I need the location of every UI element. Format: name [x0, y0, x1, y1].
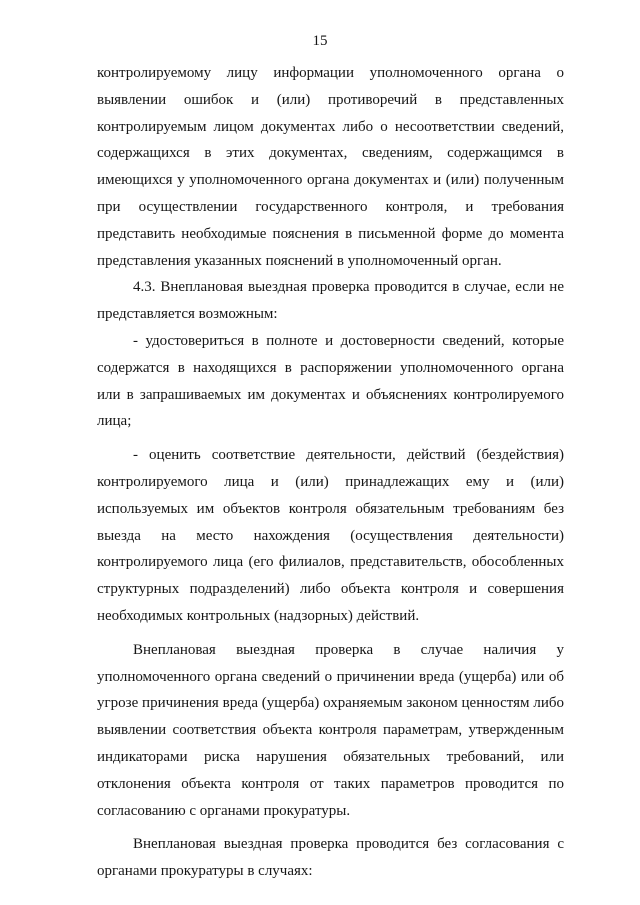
list-item-verify-information: - удостовериться в полноте и достоверности сведений, которые содержатся в находящихся в распоряжении уполномоченного органа или в запрашиваемых им документах и объяснениях контролируемого лица;	[97, 332, 564, 430]
page-number: 15	[312, 33, 328, 49]
document-body	[97, 60, 564, 885]
paragraph-prosecutor-agreement: Внеплановая выездная проверка в случае наличия у уполномоченного органа сведений о причинении вреда (ущерба) или об угрозе причинения вреда (ущерба) охраняемым законом ценностям либо выявлении соответствия объекта контроля параметрам, утвержденным индикаторами риска нарушения обязательных требований, или отклонения объекта контроля от таких параметров проводится по согласованию с органами прокуратуры.	[97, 641, 564, 819]
paragraph-continuation: контролируемому лицу информации уполномоченного органа о выявлении ошибок и (или) противоречий в представленных контролируемым лицом документах либо о несоответствии сведений, содержащихся в этих документах, сведениям, содержащимся в имеющихся у уполномоченного органа документах и (или) полученным при осуществлении государственного контроля, и требования представить необходимые пояснения в письменной форме до момента представления указанных пояснений в уполномоченный орган.	[97, 65, 564, 269]
list-item-assess-compliance: - оценить соответствие деятельности, действий (бездействия) контролируемого лица и (или) принадлежащих ему и (или) используемых им объектов контроля обязательным требованиям без выезда на место нахождения (осуществления деятельности) контролируемого лица (его филиалов, представительств, обособленных структурных подразделений) либо объекта контроля и совершения необходимых контрольных (надзорных) действий.	[97, 447, 564, 624]
paragraph-without-agreement: Внеплановая выездная проверка проводится без согласования с органами прокуратуры в случаях:	[97, 836, 564, 880]
paragraph-clause-4-3: 4.3. Внеплановая выездная проверка проводится в случае, если не представляется возможным:	[97, 279, 564, 323]
